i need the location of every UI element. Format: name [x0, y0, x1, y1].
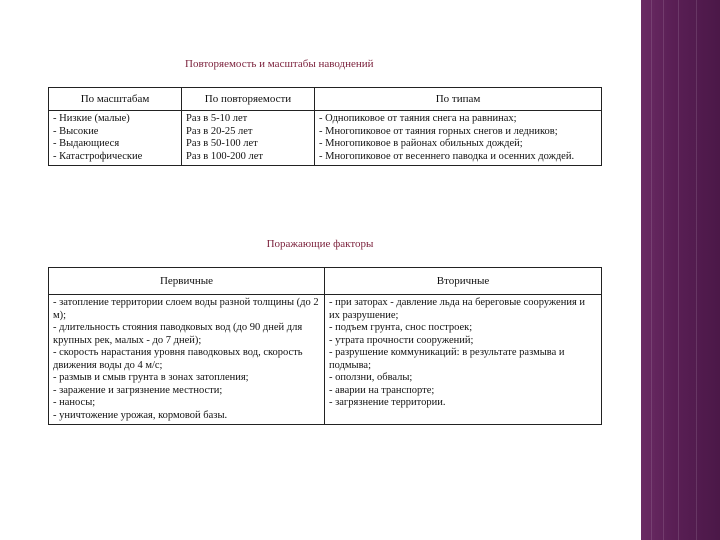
list-item: - Многопиковое в районах обильных дождей;: [319, 138, 523, 149]
list-item: - Многопиковое от таяния горных снегов и ледников;: [319, 125, 558, 137]
list-item: - Катастрофические: [53, 150, 143, 162]
header-types: По типам: [315, 88, 602, 111]
list-item: - Высокие: [53, 125, 99, 137]
list-item: - Низкие (малые): [53, 113, 130, 124]
list-item: - размыв и смыв грунта в зонах затопления;: [53, 372, 249, 383]
list-item: - загрязнение территории.: [329, 397, 446, 408]
list-item: Раз в 100-200 лет: [186, 150, 263, 162]
list-item: - разрушение коммуникаций: в результате размыва и подмыва;: [329, 347, 565, 371]
panel-stripe: [678, 0, 679, 540]
damage-factors-table: [48, 267, 602, 425]
header-primary: Первичные: [49, 268, 325, 295]
list-item: - аварии на транспорте;: [329, 384, 435, 396]
list-item: - скорость нарастания уровня паводковых вод, скорость движения воды до 4 м/с;: [53, 347, 303, 371]
panel-stripe: [663, 0, 664, 540]
list-item: - утрата прочности сооружений;: [329, 334, 474, 346]
header-scale: По масштабам: [49, 88, 182, 111]
table-row: [49, 295, 602, 425]
header-secondary: Вторичные: [325, 268, 602, 295]
list-item: - уничтожение урожая, кормовой базы.: [53, 409, 228, 421]
list-item: Раз в 5-10 лет: [186, 113, 248, 124]
damage-factors-title: Поражающие факторы: [266, 238, 374, 250]
list-item: - Многопиковое от весеннего паводка и осенних дождей.: [319, 150, 575, 162]
list-item: Раз в 50-100 лет: [186, 138, 258, 149]
list-item: - Однопиковое от таяния снега на равнинах;: [319, 113, 517, 124]
list-item: - подъем грунта, снос построек;: [329, 322, 473, 333]
table-header-row: [49, 88, 602, 111]
panel-stripe: [696, 0, 697, 540]
flood-classification-table: [48, 87, 602, 166]
types-cell: [315, 111, 602, 166]
header-frequency: По повторяемости: [182, 88, 315, 111]
list-item: Раз в 20-25 лет: [186, 125, 253, 137]
frequency-cell: [182, 111, 315, 166]
list-item: - оползни, обвалы;: [329, 372, 413, 383]
decorative-side-panel: [641, 0, 720, 540]
table-header-row: [49, 268, 602, 295]
list-item: - Выдающиеся: [53, 138, 120, 149]
list-item: - заражение и загрязнение местности;: [53, 384, 223, 396]
panel-stripe: [651, 0, 652, 540]
list-item: - наносы;: [53, 397, 96, 408]
secondary-cell: [325, 295, 602, 425]
list-item: - при заторах - давление льда на береговые сооружения и их разрушение;: [329, 297, 586, 321]
list-item: - длительность стояния паводковых вод (до 90 дней для крупных рек, малых - до 7 дней);: [53, 322, 303, 346]
flood-frequency-title: Повторяемость и масштабы наводнений: [185, 58, 374, 70]
primary-cell: [49, 295, 325, 425]
table-row: [49, 111, 602, 166]
list-item: - затопление территории слоем воды разной толщины (до 2 м);: [53, 297, 319, 321]
scale-cell: [49, 111, 182, 166]
